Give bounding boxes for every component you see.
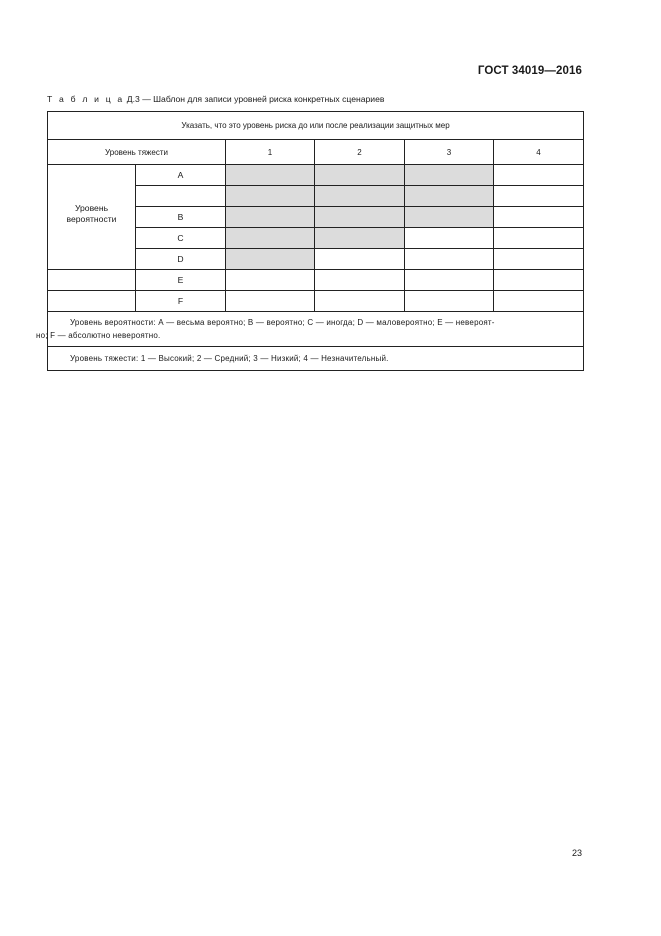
risk-cell [226, 207, 315, 228]
probability-legend-line2: но; F — абсолютно невероятно. [36, 331, 161, 340]
risk-cell [405, 207, 494, 228]
empty-label-cell [48, 270, 136, 291]
risk-cell [494, 291, 584, 312]
risk-cell [315, 207, 405, 228]
probability-label-line2: вероятности [66, 214, 117, 224]
risk-cell [494, 165, 584, 186]
risk-cell [226, 165, 315, 186]
probability-legend-note [36, 312, 584, 347]
probability-legend-line1: Уровень вероятности: А — весьма вероятно; В — вероятно; С — иногда; D — маловероятно; Е — невероят- [70, 318, 495, 327]
instruction-row [48, 112, 584, 140]
risk-cell [315, 228, 405, 249]
severity-header: Уровень тяжести [48, 140, 226, 165]
probability-letter: E [136, 270, 226, 291]
risk-cell [226, 228, 315, 249]
severity-level-4: 4 [494, 140, 584, 165]
probability-letter: C [136, 228, 226, 249]
empty-label-cell [48, 291, 136, 312]
probability-letter: B [136, 207, 226, 228]
caption-number: Д.3 [126, 94, 140, 104]
probability-row-a [48, 165, 584, 186]
probability-row-e [48, 270, 584, 291]
page-number: 23 [571, 848, 582, 858]
risk-cell [494, 249, 584, 270]
risk-level-table [36, 111, 584, 371]
probability-row-f [48, 291, 584, 312]
risk-cell [494, 270, 584, 291]
probability-letter: A [136, 165, 226, 186]
risk-cell [405, 270, 494, 291]
table-caption [47, 94, 384, 104]
risk-cell [226, 249, 315, 270]
probability-letter [136, 186, 226, 207]
risk-cell [494, 228, 584, 249]
severity-level-2: 2 [315, 140, 405, 165]
risk-cell [315, 270, 405, 291]
severity-row [48, 140, 584, 165]
risk-cell [315, 291, 405, 312]
standard-designation: ГОСТ 34019—2016 [477, 65, 582, 77]
risk-cell [226, 270, 315, 291]
risk-cell [315, 249, 405, 270]
probability-label-line1: Уровень [74, 203, 109, 213]
severity-legend-note: Уровень тяжести: 1 — Высокий; 2 — Средний; 3 — Низкий; 4 — Незначительный. [48, 347, 584, 371]
caption-separator: — [142, 94, 151, 104]
risk-cell [315, 186, 405, 207]
risk-cell [315, 165, 405, 186]
risk-cell [405, 249, 494, 270]
probability-note-row [48, 312, 584, 347]
caption-title: Шаблон для записи уровней риска конкретных сценариев [153, 94, 385, 104]
severity-level-1: 1 [226, 140, 315, 165]
probability-letter: F [136, 291, 226, 312]
risk-cell [226, 291, 315, 312]
risk-cell [405, 228, 494, 249]
risk-cell [405, 186, 494, 207]
caption-label: Т а б л и ц а [47, 94, 125, 104]
severity-note-row [48, 347, 584, 371]
risk-cell [226, 186, 315, 207]
risk-cell [405, 291, 494, 312]
probability-label [48, 165, 136, 270]
probability-letter: D [136, 249, 226, 270]
risk-cell [494, 186, 584, 207]
severity-level-3: 3 [405, 140, 494, 165]
risk-cell [494, 207, 584, 228]
risk-cell [405, 165, 494, 186]
instruction-cell: Указать, что это уровень риска до или после реализации защитных мер [48, 112, 584, 140]
